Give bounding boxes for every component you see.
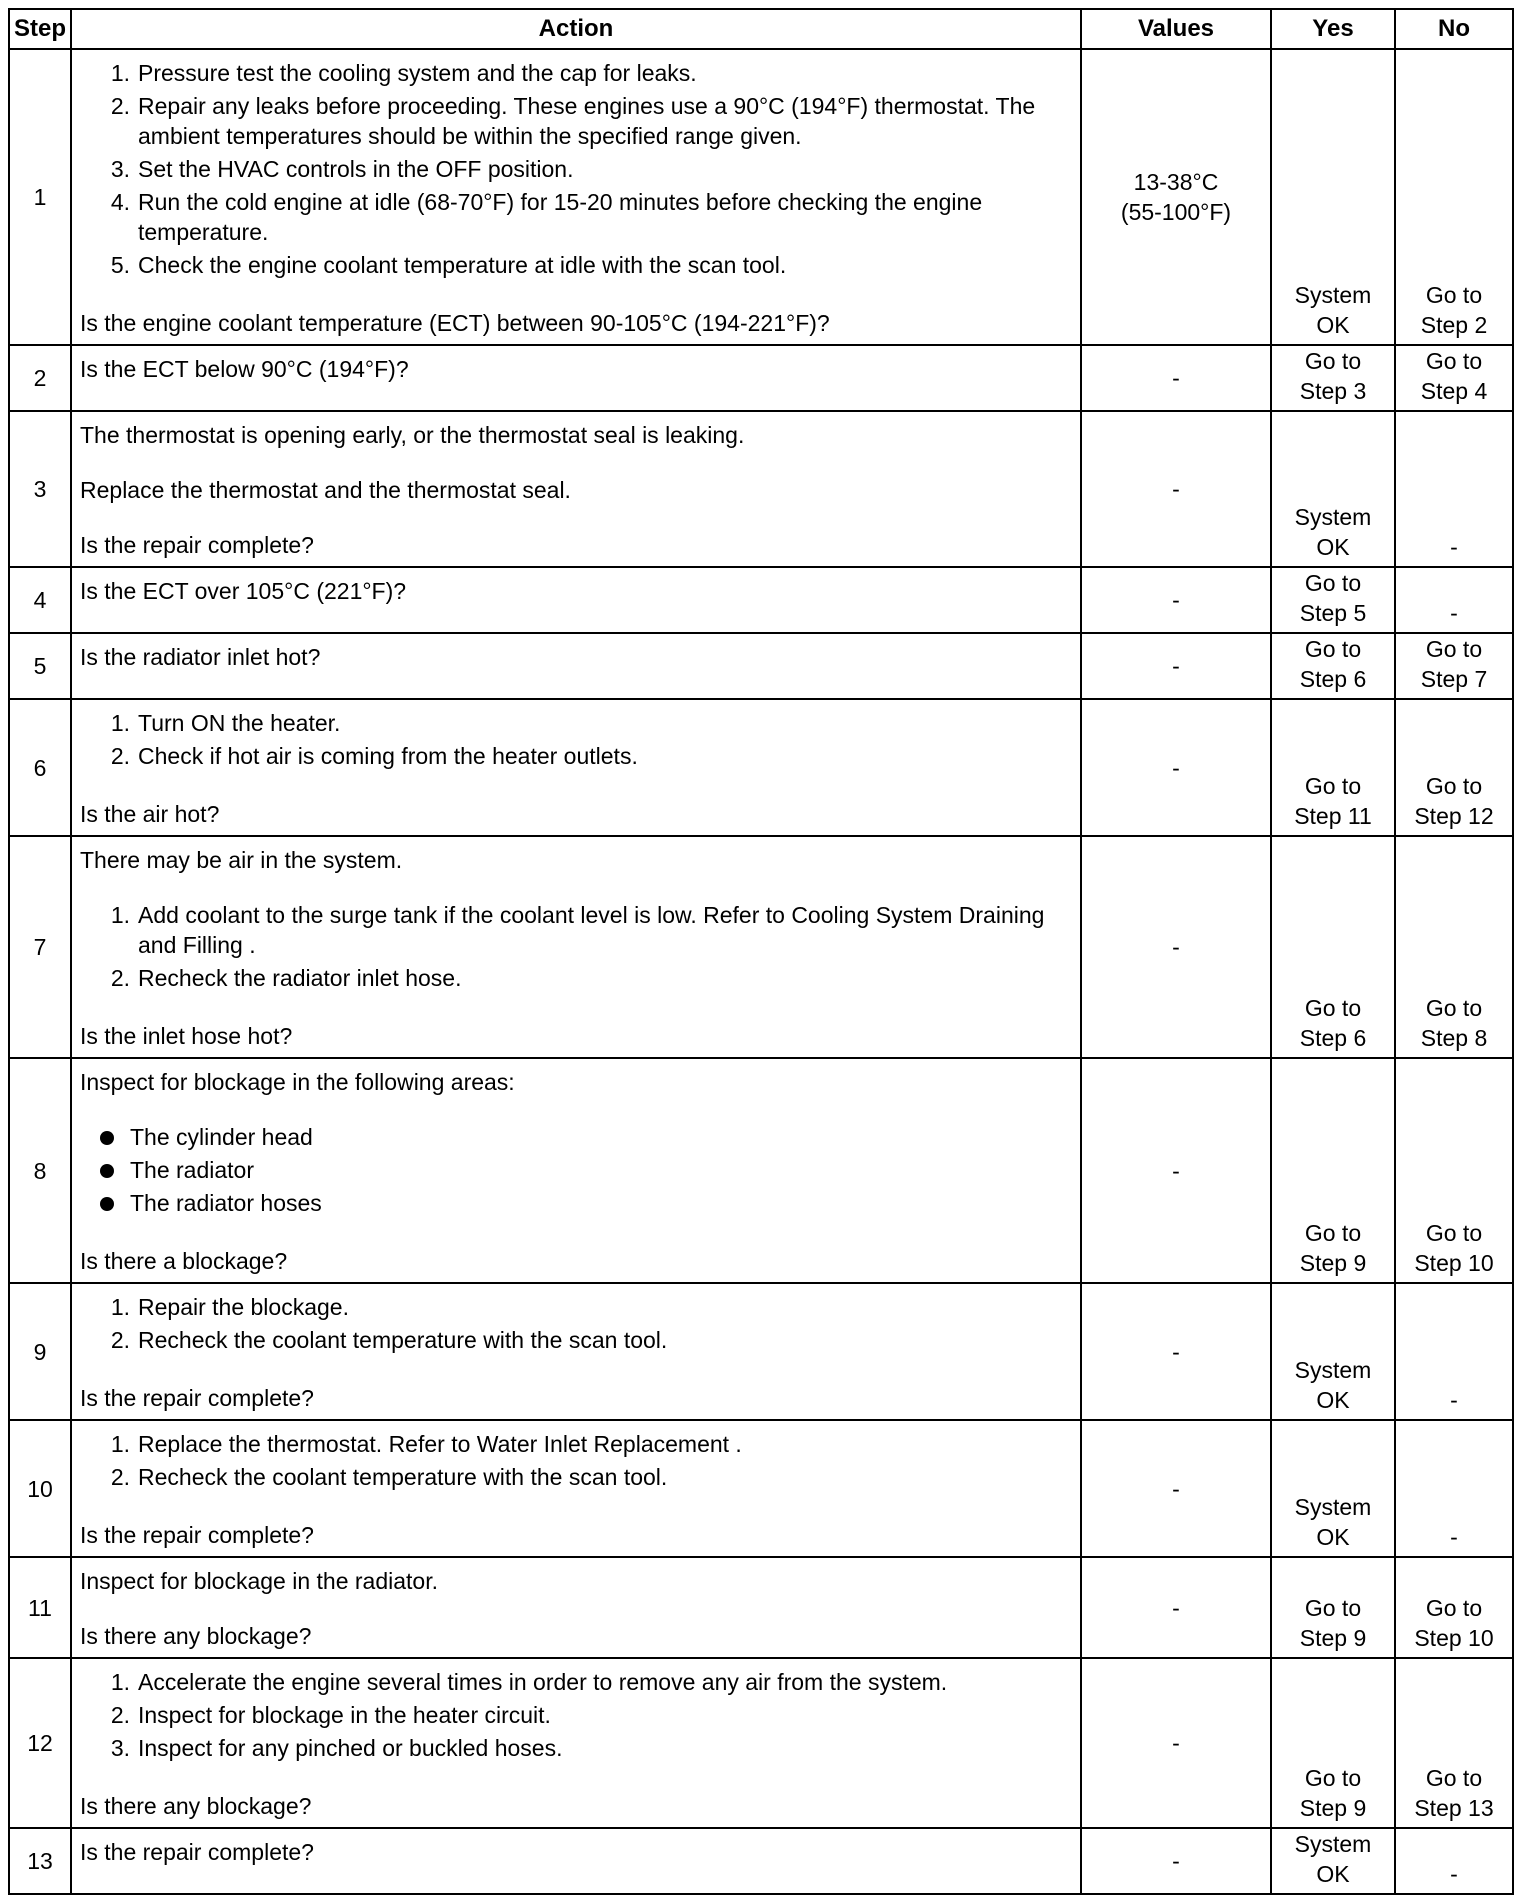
values-text: - (1172, 653, 1180, 679)
paragraph-spacer (80, 1495, 1072, 1520)
step-number: 6 (9, 699, 71, 836)
values-cell (1081, 1058, 1271, 1283)
header-action: Action (71, 9, 1081, 49)
yes-cell (1271, 345, 1395, 411)
action-cell (71, 1058, 1081, 1283)
numbered-item (80, 708, 1072, 738)
action-cell (71, 345, 1081, 411)
values-cell (1081, 836, 1271, 1058)
yes-cell (1271, 1058, 1395, 1283)
header-step: Step (9, 9, 71, 49)
item-number: 2. (110, 1464, 130, 1490)
item-number: 1. (110, 1294, 130, 1320)
action-text: Is the repair complete? (80, 1385, 314, 1411)
yes-text: System OK (1294, 282, 1372, 338)
item-number: 4. (110, 189, 130, 215)
bullet-item (80, 1155, 1072, 1185)
action-cell (71, 1420, 1081, 1557)
yes-text: Go to Step 9 (1299, 1220, 1367, 1276)
numbered-item (80, 1700, 1072, 1730)
action-text: Is the repair complete? (80, 532, 314, 558)
item-number: 2. (110, 1702, 130, 1728)
item-text: Recheck the coolant temperature with the scan tool. (138, 1327, 668, 1353)
action-text: Is there any blockage? (80, 1793, 312, 1819)
action-text: Is the repair complete? (80, 1839, 314, 1865)
item-number: 1. (110, 710, 130, 736)
item-number: 2. (110, 743, 130, 769)
yes-cell (1271, 1828, 1395, 1894)
yes-text: Go to Step 5 (1299, 570, 1367, 626)
action-text: Is the radiator inlet hot? (80, 644, 321, 670)
action-cell (71, 49, 1081, 345)
yes-text: Go to Step 3 (1299, 348, 1367, 404)
paragraph-spacer (80, 1596, 1072, 1621)
no-cell (1395, 699, 1513, 836)
item-text: Recheck the coolant temperature with the scan tool. (138, 1464, 668, 1490)
numbered-list (80, 1667, 1072, 1763)
no-cell (1395, 1658, 1513, 1828)
no-text: - (1450, 1387, 1458, 1413)
yes-cell (1271, 1420, 1395, 1557)
item-text: Repair the blockage. (138, 1294, 349, 1320)
yes-cell (1271, 633, 1395, 699)
table-row (9, 49, 1513, 345)
item-number: 5. (110, 252, 130, 278)
item-number: 2. (110, 1327, 130, 1353)
numbered-item (80, 1462, 1072, 1492)
table-row (9, 567, 1513, 633)
bullet-item (80, 1188, 1072, 1218)
numbered-list (80, 1292, 1072, 1355)
no-cell (1395, 1058, 1513, 1283)
item-text: Recheck the radiator inlet hose. (138, 965, 462, 991)
action-text: There may be air in the system. (80, 847, 403, 873)
no-cell (1395, 1420, 1513, 1557)
no-cell (1395, 633, 1513, 699)
action-cell (71, 1658, 1081, 1828)
action-cell (71, 1283, 1081, 1420)
action-text: Is the ECT below 90°C (194°F)? (80, 356, 409, 382)
values-cell (1081, 1658, 1271, 1828)
values-text: - (1172, 476, 1180, 502)
numbered-list (80, 900, 1072, 993)
action-text: Is the inlet hose hot? (80, 1023, 293, 1049)
values-text: - (1172, 1730, 1180, 1756)
yes-cell (1271, 836, 1395, 1058)
yes-cell (1271, 699, 1395, 836)
no-text: Go to Step 2 (1420, 282, 1488, 338)
table-row (9, 345, 1513, 411)
step-number: 7 (9, 836, 71, 1058)
item-text: Turn ON the heater. (138, 710, 341, 736)
no-cell (1395, 1828, 1513, 1894)
item-text: Accelerate the engine several times in order to remove any air from the system. (138, 1669, 948, 1695)
yes-text: System OK (1294, 1494, 1372, 1550)
no-text: Go to Step 12 (1414, 773, 1494, 829)
paragraph-spacer (80, 875, 1072, 900)
numbered-item (80, 58, 1072, 88)
no-text: - (1450, 600, 1458, 626)
action-cell (71, 836, 1081, 1058)
numbered-item (80, 1292, 1072, 1322)
yes-text: Go to Step 11 (1294, 773, 1372, 829)
action-text: Is the engine coolant temperature (ECT) between 90-105°C (194-221°F)? (80, 310, 830, 336)
header-values: Values (1081, 9, 1271, 49)
yes-cell (1271, 411, 1395, 567)
table-row (9, 836, 1513, 1058)
table-row (9, 1828, 1513, 1894)
numbered-item (80, 154, 1072, 184)
bullet-list (80, 1122, 1072, 1218)
values-text: - (1172, 587, 1180, 613)
item-number: 1. (110, 1669, 130, 1695)
numbered-item (80, 187, 1072, 247)
values-cell (1081, 567, 1271, 633)
yes-cell (1271, 1557, 1395, 1658)
item-text: The radiator (130, 1157, 255, 1183)
numbered-list (80, 1429, 1072, 1492)
action-text: Is there any blockage? (80, 1623, 312, 1649)
header-no: No (1395, 9, 1513, 49)
step-number: 2 (9, 345, 71, 411)
numbered-list (80, 58, 1072, 280)
action-cell (71, 567, 1081, 633)
table-row (9, 1557, 1513, 1658)
action-cell (71, 411, 1081, 567)
no-cell (1395, 345, 1513, 411)
action-text: Inspect for blockage in the following areas: (80, 1069, 515, 1095)
no-cell (1395, 567, 1513, 633)
item-text: Repair any leaks before proceeding. These engines use a 90°C (194°F) thermostat. The ambient temperatures should be within the specified range given. (138, 93, 1036, 149)
item-number: 2. (110, 965, 130, 991)
numbered-item (80, 741, 1072, 771)
bullet-icon (80, 1122, 130, 1152)
values-text: - (1172, 934, 1180, 960)
numbered-list (80, 708, 1072, 771)
action-text: Inspect for blockage in the radiator. (80, 1568, 438, 1594)
values-text: - (1172, 1848, 1180, 1874)
item-number: 2. (110, 93, 130, 119)
numbered-item (80, 250, 1072, 280)
item-number: 3. (110, 156, 130, 182)
paragraph-spacer (80, 1358, 1072, 1383)
no-text: - (1450, 1524, 1458, 1550)
values-cell (1081, 1283, 1271, 1420)
header-yes: Yes (1271, 9, 1395, 49)
table-row (9, 1283, 1513, 1420)
values-text: 13-38°C (55-100°F) (1120, 169, 1232, 225)
step-number: 8 (9, 1058, 71, 1283)
yes-cell (1271, 567, 1395, 633)
yes-text: System OK (1294, 504, 1372, 560)
yes-cell (1271, 1283, 1395, 1420)
action-text: Replace the thermostat and the thermostat seal. (80, 477, 571, 503)
no-text: Go to Step 7 (1420, 636, 1488, 692)
values-text: - (1172, 1338, 1180, 1365)
header-row (9, 9, 1513, 49)
item-number: 3. (110, 1735, 130, 1761)
no-text: Go to Step 10 (1414, 1220, 1494, 1276)
table-row (9, 1420, 1513, 1557)
values-text: - (1172, 365, 1180, 391)
no-cell (1395, 1557, 1513, 1658)
bullet-icon (80, 1155, 130, 1185)
numbered-item (80, 1667, 1072, 1697)
values-cell (1081, 345, 1271, 411)
action-cell (71, 1557, 1081, 1658)
action-cell (71, 633, 1081, 699)
action-text: Is the ECT over 105°C (221°F)? (80, 578, 407, 604)
step-number: 13 (9, 1828, 71, 1894)
step-number: 5 (9, 633, 71, 699)
step-number: 12 (9, 1658, 71, 1828)
paragraph-spacer (80, 996, 1072, 1021)
paragraph-spacer (80, 505, 1072, 530)
values-cell (1081, 411, 1271, 567)
paragraph-spacer (80, 450, 1072, 475)
item-text: The radiator hoses (130, 1190, 322, 1216)
yes-text: Go to Step 9 (1299, 1765, 1367, 1821)
action-cell (71, 1828, 1081, 1894)
numbered-item (80, 1325, 1072, 1355)
yes-text: Go to Step 6 (1299, 995, 1367, 1051)
table-row (9, 699, 1513, 836)
paragraph-spacer (80, 1221, 1072, 1246)
yes-text: Go to Step 9 (1299, 1595, 1367, 1651)
values-cell (1081, 633, 1271, 699)
item-text: Pressure test the cooling system and the cap for leaks. (138, 60, 697, 86)
yes-text: System OK (1294, 1357, 1372, 1413)
item-text: Set the HVAC controls in the OFF position. (138, 156, 574, 182)
bullet-item (80, 1122, 1072, 1152)
table-row (9, 1658, 1513, 1828)
step-number: 4 (9, 567, 71, 633)
paragraph-spacer (80, 1766, 1072, 1791)
no-text: Go to Step 8 (1420, 995, 1488, 1051)
no-text: Go to Step 4 (1420, 348, 1488, 404)
table-row (9, 1058, 1513, 1283)
no-text: - (1450, 1861, 1458, 1887)
action-text: Is the repair complete? (80, 1522, 314, 1548)
item-text: Inspect for blockage in the heater circuit. (138, 1702, 551, 1728)
diagnostic-table (8, 8, 1514, 1895)
values-cell (1081, 1828, 1271, 1894)
no-cell (1395, 1283, 1513, 1420)
step-number: 11 (9, 1557, 71, 1658)
values-text: - (1172, 754, 1180, 781)
item-number: 1. (110, 902, 130, 928)
yes-text: Go to Step 6 (1299, 636, 1367, 692)
no-cell (1395, 49, 1513, 345)
paragraph-spacer (80, 774, 1072, 799)
no-text: Go to Step 10 (1414, 1595, 1494, 1651)
item-text: Inspect for any pinched or buckled hoses. (138, 1735, 563, 1761)
item-number: 1. (110, 1431, 130, 1457)
values-cell (1081, 1557, 1271, 1658)
no-cell (1395, 836, 1513, 1058)
yes-cell (1271, 1658, 1395, 1828)
values-cell (1081, 1420, 1271, 1557)
yes-text: System OK (1294, 1831, 1372, 1887)
numbered-item (80, 900, 1072, 960)
item-text: The cylinder head (130, 1124, 313, 1150)
no-text: - (1450, 534, 1458, 560)
no-cell (1395, 411, 1513, 567)
action-cell (71, 699, 1081, 836)
step-number: 10 (9, 1420, 71, 1557)
values-cell (1081, 49, 1271, 345)
item-text: Run the cold engine at idle (68-70°F) for 15-20 minutes before checking the engine temperature. (138, 189, 983, 245)
item-text: Check if hot air is coming from the heater outlets. (138, 743, 638, 769)
no-text: Go to Step 13 (1414, 1765, 1494, 1821)
bullet-icon (80, 1188, 130, 1218)
step-number: 1 (9, 49, 71, 345)
paragraph-spacer (80, 1097, 1072, 1122)
numbered-item (80, 91, 1072, 151)
yes-cell (1271, 49, 1395, 345)
table-body (9, 49, 1513, 1894)
action-text: Is the air hot? (80, 801, 220, 827)
action-text: Is there a blockage? (80, 1248, 288, 1274)
values-text: - (1172, 1594, 1180, 1621)
numbered-item (80, 1429, 1072, 1459)
table-row (9, 411, 1513, 567)
item-text: Check the engine coolant temperature at idle with the scan tool. (138, 252, 787, 278)
action-text: The thermostat is opening early, or the thermostat seal is leaking. (80, 422, 745, 448)
values-cell (1081, 699, 1271, 836)
item-number: 1. (110, 60, 130, 86)
item-text: Replace the thermostat. Refer to Water Inlet Replacement . (138, 1431, 742, 1457)
paragraph-spacer (80, 283, 1072, 308)
numbered-item (80, 963, 1072, 993)
values-text: - (1172, 1157, 1180, 1184)
values-text: - (1172, 1475, 1180, 1502)
table-row (9, 633, 1513, 699)
step-number: 9 (9, 1283, 71, 1420)
numbered-item (80, 1733, 1072, 1763)
step-number: 3 (9, 411, 71, 567)
item-text: Add coolant to the surge tank if the coolant level is low. Refer to Cooling System Draining and Filling . (138, 902, 1045, 958)
